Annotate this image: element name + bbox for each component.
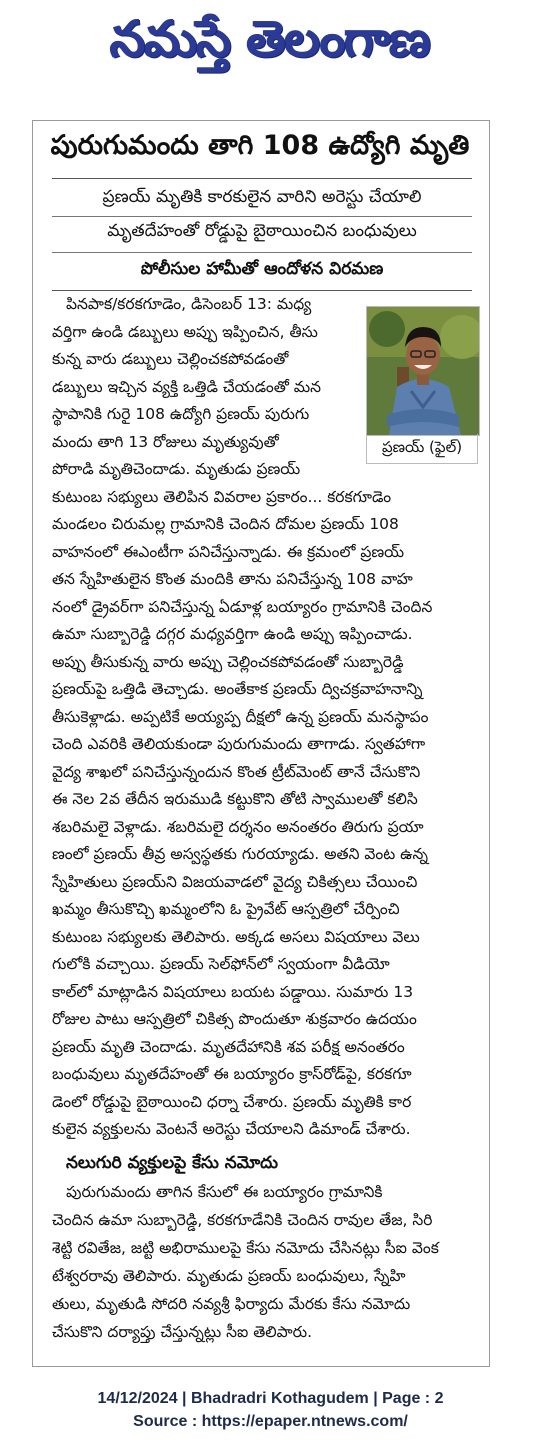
body-line: ప్రణయ్ మృతి చెందాడు. మృతదేహానికి శవ పరీక్ష అనంతరం [52,1037,405,1056]
body-line: వాహనంలో ఈఎంటీగా పనిచేస్తున్నాడు. ఈ క్రమంలో ప్రణయ్ [52,542,405,561]
section-line: టేశ్వరరావు తెలిపారు. మృతుడు ప్రణయ్ బంధువులు, స్నేహి [52,1267,406,1285]
masthead [0,0,541,92]
body-line: ఖమ్మం తీసుకొచ్చి ఖమ్మంలోని ఓ ప్రైవేట్ ఆస్పత్రిలో చేర్పించి [52,900,400,919]
section-line: చేసుకొని దర్యాప్తు చేస్తున్నట్లు సీఐ తెలిపారు. [52,1323,313,1341]
body-line: కాల్‌లో మాట్లాడిన విషయాలు బయట పడ్డాయి. సుమారు 13 [52,982,414,1001]
body-line: కుటుంబ సభ్యులకు తెలిపారు. అక్కడ అసలు విషయాలు వెలు [52,927,420,946]
body-line: తీసుకెళ్లాడు. అప్పటికే అయ్యప్ప దీక్షలో ఉన్న ప్రణయ్ మనస్థాపం [52,707,429,726]
body-line: వైద్య శాఖలో పనిచేస్తున్నందున కొంత ట్రీట్‌మెంట్ తానే చేసుకొని [52,762,421,781]
body-line: నంలో డ్రైవర్‌గా పనిచేస్తున్న ఏడూళ్ల బయ్యారం గ్రామానికి చెందిన [52,597,433,616]
photo-caption: ప్రణయ్ (ఫైల్) [366,434,478,464]
body-line: ణంలో ప్రణయ్ తీవ్ర అస్వస్థతకు గురయ్యాడు. అతని వెంట ఉన్న [52,845,428,864]
body-line: కుటుంబ సభ్యులు తెలిపిన వివరాల ప్రకారం... కరకగూడెం [52,487,392,506]
body-line: స్నేహితులు ప్రణయ్‌ని విజయవాడలో వైద్య చికిత్సలు చేయించి [52,872,418,891]
body-line: డెంలో రోడ్డుపై బైఠాయించి ధర్నా చేశారు. ప్రణయ్ మృతికి కార [52,1092,412,1111]
body-line: మందు తాగి 13 రోజులు మృత్యువుతో [52,432,279,451]
section-line: తులు, మృతుడి సోదరి నవ్యశ్రీ ఫిర్యాదు మేరకు కేసు నమోదు [52,1295,411,1313]
person-photo [366,306,480,436]
body-line: స్థాపానికి గురై 108 ఉద్యోగి ప్రణయ్ పురుగు [52,405,310,424]
section-heading: నలుగురి వ్యక్తులపై కేసు నమోదు [66,1153,279,1173]
body-line: మండలం చిరుమల్ల గ్రామానికి చెందిన దోమల ప్రణయ్ 108 [52,515,399,534]
subheadline-1: ప్రణయ్ మృతికి కారకులైన వారిని అరెస్టు చేయాలి [102,187,422,207]
masthead-logo: నమస్తే తెలంగాణ [110,9,430,68]
body-line: ఉమా సుబ్బారెడ్డి దగ్గర మధ్యవర్తిగా ఉండి అప్పు ఇప్పించాడు. [52,625,413,644]
divider [52,252,472,253]
footer-source: Source : https://epaper.ntnews.com/ [133,1413,408,1430]
subheadline-3: పోలీసుల హామీతో ఆందోళన విరమణ [140,259,384,279]
footer-date-edition: 14/12/2024 | Bhadradri Kothagudem | Page : 2 [97,1390,444,1407]
body-line: పోరాడి మృతిచెందాడు. మృతుడు ప్రణయ్ [52,460,301,479]
body-line: డబ్బులు ఇచ్చిన వ్యక్తి ఒత్తిడి చేయడంతో మన [52,377,322,396]
body-line: పినపాక/కరకగూడెం, డిసెంబర్ 13: మధ్య [66,295,312,313]
person-photo-image [367,307,479,435]
body-line: బంధువులు మృతదేహంతో ఈ బయ్యారం క్రాస్‌రోడ్‌పై, కరకగూ [52,1065,412,1084]
body-line: తన స్నేహితులైన కొంత మందికి తాను పనిచేస్తున్న 108 వాహ [52,570,413,589]
body-line: వర్తిగా ఉండి డబ్బులు అప్పు ఇప్పించిన, తీసు [52,322,318,341]
section-line: చెందిన ఉమా సుబ్బారెడ్డి, కరకగూడేనికి చెందిన రావుల తేజ, సిరి [52,1211,433,1229]
body-line: కున్న వారు డబ్బులు చెల్లించకపోవడంతో [52,350,289,369]
body-line: అప్పు తీసుకున్న వారు అప్పు చెల్లించకపోవడంతో సుబ్బారెడ్డి [52,652,404,671]
section-line: శెట్టి రవితేజ, జట్టి అభిరాములపై కేసు నమోదు చేసినట్లు సీఐ వెంక [52,1239,439,1257]
body-line: శబరిమలై వెళ్లాడు. శబరిమలై దర్శనం అనంతరం తిరుగు ప్రయా [52,817,424,836]
body-line: రోజుల పాటు ఆస్పత్రిలో చికిత్స పొందుతూ శుక్రవారం ఉదయం [52,1010,417,1029]
section-line: పురుగుమందు తాగిన కేసులో ఈ బయ్యారం గ్రామానికి [66,1183,383,1201]
divider [52,216,472,217]
body-line: ఈ నెల 2వ తేదీన ఇరుముడి కట్టుకొని తోటి స్వాములతో కలిసి [52,790,418,809]
body-line: చెంది ఎవరికి తెలియకుండా పురుగుమందు తాగాడు. స్వతహాగా [52,735,426,754]
body-line: ప్రణయ్‌పై ఒత్తిడి తెచ్చాడు. అంతేకాక ప్రణయ్ ద్విచక్రవాహనాన్ని [52,680,423,699]
article-headline: పురుగుమందు తాగి 108 ఉద్యోగి మృతి [50,130,470,161]
subheadline-2: మృతదేహంతో రోడ్డుపై బైఠాయించిన బంధువులు [107,221,417,241]
body-line: గులోకి వచ్చాయి. ప్రణయ్ సెల్‌ఫోన్‌లో స్వయంగా వీడియో [52,955,390,974]
body-line: కులైన వ్యక్తులను వెంటనే అరెస్టు చేయాలని డిమాండ్ చేశారు. [52,1120,411,1139]
divider [52,178,472,179]
